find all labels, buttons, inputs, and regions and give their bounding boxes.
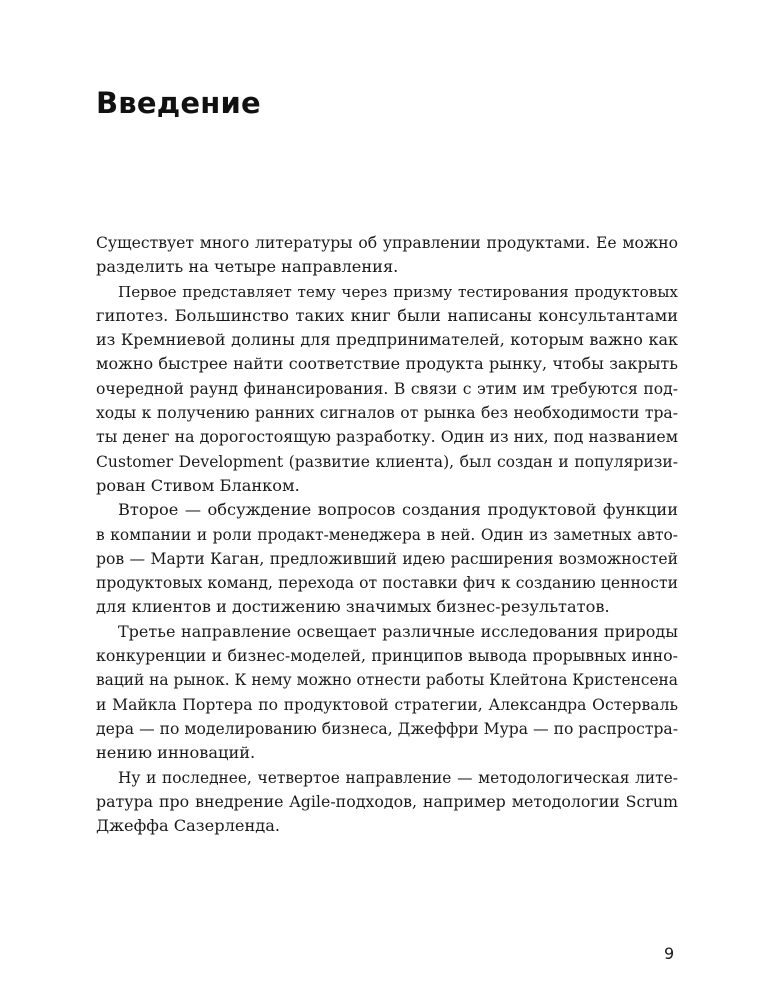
paragraph: [96, 620, 678, 766]
chapter-title: Введение: [96, 86, 261, 120]
paragraph: [96, 498, 678, 619]
text-line: разделить на четыре направления.: [96, 257, 399, 277]
body-text: [96, 231, 678, 838]
paragraph: [96, 231, 678, 280]
text-line: можно быстрее найти соответствие продукта рынку, чтобы закрыть: [96, 354, 678, 374]
text-line: нению инноваций.: [96, 743, 256, 763]
text-line: Джеффа Сазерленда.: [96, 816, 280, 836]
text-line: Существует много литературы об управлении продуктами. Ее можно: [96, 234, 678, 252]
text-line: для клиентов и достижению значимых бизнес-результатов.: [96, 597, 610, 617]
paragraph: [96, 280, 678, 499]
text-line: рован Стивом Бланком.: [96, 475, 300, 495]
text-line: ходы к получению ранних сигналов от рынка без необходимости тра-: [96, 404, 678, 423]
text-line: Третье направление освещает различные исследования природы: [118, 621, 678, 641]
text-line: из Кремниевой долины для предпринимателей, которым важно как: [96, 330, 678, 350]
text-line: и Майкла Портера по продуктовой стратегии, Александра Остерваль: [96, 695, 678, 714]
text-line: ратура про внедрение Agile-подходов, например методологии Scrum: [96, 791, 678, 811]
text-line: конкуренции и бизнес-моделей, принципов вывода прорывных инно-: [96, 646, 678, 666]
text-line: в компании и роли продакт-менеджера в ней. Один из заметных авто-: [96, 525, 678, 544]
text-line: Ну и последнее, четвертое направление — методологическая лите-: [118, 768, 678, 787]
text-line: Второе — обсуждение вопросов создания продуктовой функции: [118, 500, 678, 520]
text-line: продуктовых команд, перехода от поставки фич к созданию ценности: [96, 574, 678, 593]
text-line: ров — Марти Каган, предложивший идею расширения возможностей: [96, 549, 678, 568]
text-line: ты денег на дорогостоящую разработку. Один из них, под названием: [96, 427, 678, 447]
text-line: Первое представляет тему через призму тестирования продуктовых: [118, 282, 678, 301]
paragraph: [96, 766, 678, 839]
text-line: гипотез. Большинство таких книг были написаны консультантами: [96, 305, 678, 325]
text-line: ваций на рынок. К нему можно отнести работы Клейтона Кристенсена: [96, 671, 678, 690]
page-number: 9: [664, 944, 675, 963]
text-line: Customer Development (развитие клиента), был создан и популяризи-: [96, 452, 678, 471]
text-line: дера — по моделированию бизнеса, Джеффри Мура — по распростра-: [96, 719, 678, 738]
text-line: очередной раунд финансирования. В связи с этим им требуются под-: [96, 379, 678, 398]
